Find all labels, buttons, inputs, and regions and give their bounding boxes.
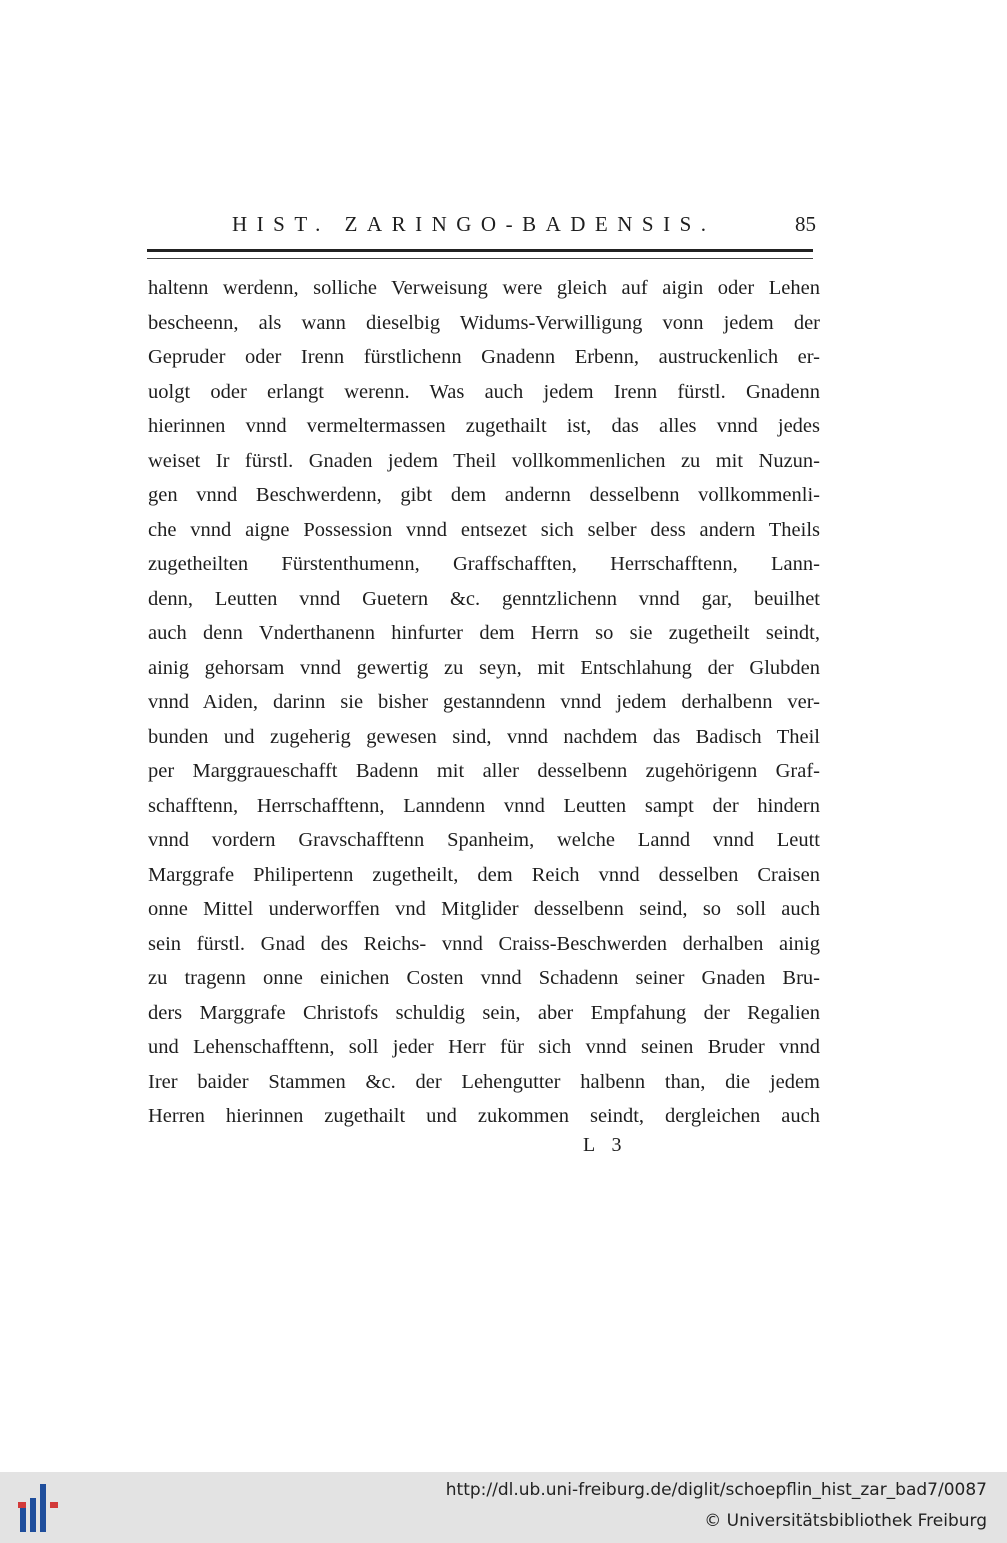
text-line: onne Mittel underworffen vnd Mitglider desselbenn seind, so soll auch [148,898,820,920]
text-line: und Lehenschafftenn, soll jeder Herr für sich vnnd seinen Bruder vnnd [148,1036,820,1058]
library-logo-icon [16,1480,68,1536]
text-line: schafftenn, Herrschafftenn, Lanndenn vnnd Leutten sampt der hindern [148,794,820,817]
header-rule-thin [147,258,813,259]
text-line: beschеenn, als wann dieselbig Widums-Verwilligung vonn jedem der [148,311,820,334]
text-line: ders Marggrafe Christofs schuldig sein, aber Empfahung der Regalien [148,1001,820,1024]
text-line: Marggrafe Philipertenn zugetheilt, dem Reich vnnd desselben Craisen [148,863,820,886]
text-line: per Marggrauеschafft Badenn mit aller desselbenn zugehörigenn Graf- [148,760,820,782]
copyright-notice: © Universitätsbibliothek Freiburg [704,1511,987,1531]
page-number: 85 [795,212,816,236]
text-line: Herren hierinnen zugethailt und zukommen seindt, dergleichen auch [148,1105,820,1127]
text-line: zugetheilten Fürstenthumenn, Graffschafften, Herrschafftenn, Lann- [148,553,820,575]
text-line: hierinnen vnnd vermeltermassen zugethailt ist, das alles vnnd jedes [148,415,820,437]
text-line: haltenn werdenn, solliche Verweisung were gleich auf aigin oder Lehen [148,277,820,299]
running-head [232,208,818,244]
text-line: Irer baider Stammen &c. der Lehengutter halbenn than, die jedem [148,1070,820,1093]
text-line: gen vnnd Beschwerdenn, gibt dem andernn desselbenn vollkommenli- [148,484,820,506]
text-line: denn, Leutten vnnd Guetern &c. genntzlichenn vnnd gar, beuilhet [148,587,820,610]
text-line: vnnd Aiden, darinn sie bisher gestanndenn vnnd jedem derhalbenn ver- [148,691,820,713]
text-line: weiset Ir fürstl. Gnaden jedem Theil vollkommenlichen zu mit Nuzun- [148,449,820,472]
body-text [148,271,820,1134]
permalink-url[interactable]: http://dl.ub.uni-freiburg.de/diglit/schoepflin_hist_zar_bad7/0087 [445,1480,987,1500]
text-line: sein fürstl. Gnad des Reichs- vnnd Craiss-Beschwerden derhalben ainig [148,932,820,955]
text-line: Gepruder oder Irenn fürstlichenn Gnadenn Erbenn, austruckenlich er- [148,346,820,368]
running-head-title: HIST. ZARINGO-BADENSIS. [232,212,716,236]
text-line: bunden und zugeherig gewesen sind, vnnd nachdem das Badisch Theil [148,725,820,748]
text-line: che vnnd aigne Possession vnnd entsezet sich selber dess andern Theils [148,518,820,541]
text-line: zu tragenn onne einichen Costen vnnd Schadenn seiner Gnaden Bru- [148,967,820,989]
text-line: uolgt oder erlangt werenn. Was auch jedem Irenn fürstl. Gnadenn [148,380,820,403]
text-line: ainig gehorsam vnnd gewertig zu seyn, mit Entschlahung der Glubden [148,656,820,679]
header-rule-thick [147,249,813,252]
text-line: vnnd vordern Gravschafftenn Spanheim, welche Lannd vnnd Leutt [148,829,820,851]
catchword: L 3 [583,1134,628,1156]
text-line: auch denn Vnderthanenn hinfurter dem Herrn so sie zugetheilt seindt, [148,622,820,644]
footer-bar [0,1472,1007,1543]
